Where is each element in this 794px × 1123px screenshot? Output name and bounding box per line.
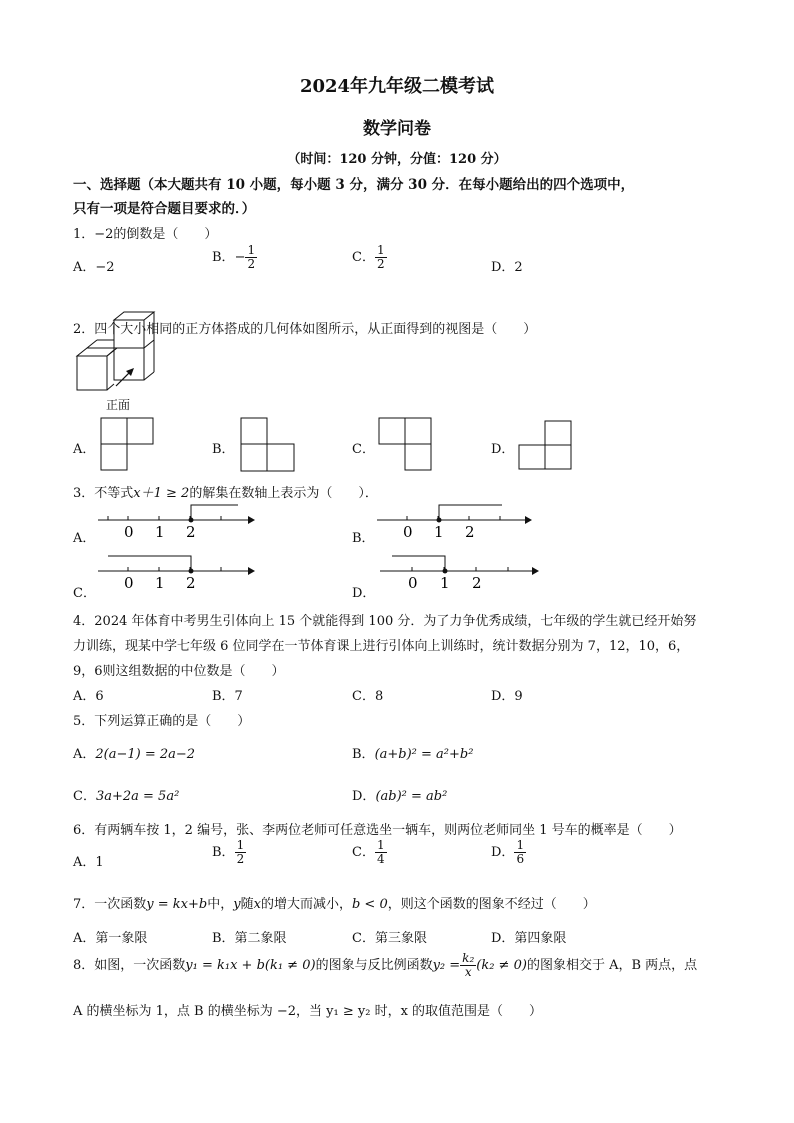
- q7-function: y = kx+b: [146, 897, 208, 912]
- section-heading-line2: 只有一项是符合题目要求的．）: [73, 201, 256, 217]
- q1-option-c-fraction: [375, 244, 387, 271]
- time-score-note: （时间：120 分钟，分值：120 分）: [287, 152, 507, 167]
- q3-stem-post: 的解集在数轴上表示为（ ）．: [189, 486, 378, 501]
- q1-option-c-label: C．: [352, 250, 375, 265]
- q1-option-b-fraction: [245, 244, 257, 271]
- q2-option-b-label: B．: [212, 442, 235, 457]
- q8-stem-mid: 的图象与反比例函数: [315, 958, 433, 973]
- q5-option-b-expr: (a+b)² = a²+b²: [374, 747, 474, 762]
- q5-option-b-label: B．: [352, 747, 375, 762]
- q5-option-d-label: D．: [352, 789, 376, 804]
- q5-option-a-expr: 2(a−1) = 2a−2: [95, 747, 196, 762]
- q5-option-c-expr: 3a+2a = 5a²: [95, 789, 180, 804]
- fraction-denominator: 4: [376, 852, 385, 866]
- q4-stem-line3: 9，6则这组数据的中位数是（ ）: [73, 664, 285, 679]
- q4-stem-line2: 力训练，现某中学七年级 6 位同学在一节体育课上进行引体向上训练时，统计数据分别为 7，12，10，6，: [73, 639, 690, 654]
- q1-option-d: D．2: [491, 260, 523, 275]
- q7-stem-mid: 中，: [207, 897, 234, 912]
- fraction-denominator: 2: [247, 257, 256, 271]
- q6-option-d-fraction: [514, 839, 526, 866]
- q2-option-c-label: C．: [352, 442, 375, 457]
- q3-stem-pre: 3．不等式: [73, 486, 134, 501]
- tick-label-2: 2: [186, 574, 196, 592]
- fraction-numerator: 1: [376, 838, 385, 852]
- q6-option-b-label: B．: [212, 845, 235, 860]
- tick-label-2: 2: [465, 523, 475, 541]
- q7-stem-mid2: 随: [240, 897, 254, 912]
- fraction-numerator: 1: [516, 838, 525, 852]
- q5-option-b: [352, 743, 473, 762]
- q2-option-d-figure: [518, 420, 574, 470]
- q2-option-c-figure: [378, 417, 434, 471]
- q6-stem: 6．有两辆车按 1，2 编号，张、李两位老师可任意选坐一辆车，则两位老师同坐 1 号车的概率是（ ）: [73, 823, 682, 838]
- q4-option-c: C．8: [352, 689, 384, 704]
- fraction-denominator: x: [464, 965, 472, 979]
- q3-option-a-label: A．: [73, 531, 96, 546]
- q5-option-a: [73, 743, 195, 762]
- exam-title: 2024年九年级二模考试: [299, 76, 495, 97]
- tick-label-2: 2: [186, 523, 196, 541]
- fraction-denominator: 2: [376, 257, 385, 271]
- q8-linear-function: y₁ = k₁x + b(k₁ ≠ 0): [185, 958, 316, 973]
- q8-inverse-lhs: y₂ =: [432, 958, 461, 973]
- q4-option-d: D．9: [491, 689, 523, 704]
- q4-stem-line1: 4．2024 年体育中考男生引体向上 15 个就能得到 100 分．为了力争优秀成绩，七年级的学生就已经开始努: [73, 614, 697, 629]
- q5-option-d: [352, 785, 447, 804]
- q7-option-b: B．第二象限: [212, 931, 287, 946]
- fraction-numerator: k₂: [462, 951, 475, 965]
- q8-stem-post: 的图象相交于 A，B 两点，点: [526, 958, 698, 973]
- tick-label-1: 1: [440, 574, 450, 592]
- q6-option-c: [352, 839, 387, 866]
- fraction-denominator: 6: [516, 852, 525, 866]
- tick-label-1: 1: [155, 574, 165, 592]
- q6-option-b-fraction: [235, 839, 247, 866]
- q6-option-c-label: C．: [352, 845, 375, 860]
- q1-option-b: [212, 244, 257, 271]
- q6-option-c-fraction: [375, 839, 387, 866]
- section-heading-line1: 一、选择题（本大题共有 10 小题，每小题 3 分，满分 30 分．在每小题给出的四个选项中，: [73, 177, 635, 193]
- q2-option-d-label: D．: [491, 442, 515, 457]
- q7-var-y: y: [233, 897, 241, 912]
- q3-option-d-numberline: [380, 553, 545, 595]
- q6-option-b: [212, 839, 246, 866]
- fraction-numerator: 1: [376, 243, 385, 257]
- q1-option-a: A．−2: [73, 260, 115, 275]
- q8-inverse-fraction: [460, 952, 476, 979]
- q3-option-c-numberline: [98, 553, 258, 595]
- front-view-label: 正面: [106, 398, 131, 412]
- tick-label-0: 0: [408, 574, 418, 592]
- q7-option-a: A．第一象限: [73, 931, 148, 946]
- q8-inverse-condition: (k₂ ≠ 0): [476, 958, 527, 973]
- q1-option-c: [352, 244, 387, 271]
- q3-option-a-numberline: [98, 500, 258, 542]
- q4-option-a: A．6: [73, 689, 104, 704]
- tick-label-1: 1: [155, 523, 165, 541]
- tick-label-2: 2: [472, 574, 482, 592]
- paper-subtitle: 数学问卷: [363, 119, 431, 139]
- q1-option-b-label: B．: [212, 250, 235, 265]
- q8-stem-line1: [73, 952, 697, 980]
- q3-inequality: x＋1 ≥ 2: [133, 486, 190, 501]
- q3-option-b-label: B．: [352, 531, 375, 546]
- q6-option-d: [491, 839, 526, 866]
- q3-option-c-label: C．: [73, 586, 96, 601]
- q2-option-a-label: A．: [73, 442, 96, 457]
- q2-option-b-figure: [240, 417, 296, 473]
- q5-option-c-label: C．: [73, 789, 96, 804]
- tick-label-1: 1: [434, 523, 444, 541]
- cube-solid-figure: [72, 308, 162, 398]
- q5-option-c: [73, 785, 179, 804]
- q7-stem-post: ，则这个函数的图象不经过（ ）: [387, 897, 596, 912]
- q3-stem: [73, 482, 378, 501]
- q1-stem: 1．−2的倒数是（ ）: [73, 227, 218, 242]
- q8-stem-line2: A 的横坐标为 1，点 B 的横坐标为 −2，当 y₁ ≥ y₂ 时，x 的取值范围是（ ）: [73, 1004, 543, 1019]
- q7-var-x: x: [253, 897, 261, 912]
- fraction-numerator: 1: [236, 838, 245, 852]
- q7-stem-mid3: 的增大而减小，: [260, 897, 352, 912]
- tick-label-0: 0: [124, 523, 134, 541]
- q2-stem: 2．四个大小相同的正方体搭成的几何体如图所示，从正面得到的视图是（ ）: [73, 322, 537, 337]
- q4-option-b: B．7: [212, 689, 243, 704]
- q7-condition: b < 0: [351, 897, 388, 912]
- q6-option-a: A．1: [73, 855, 104, 870]
- tick-label-0: 0: [403, 523, 413, 541]
- q7-stem: [73, 893, 596, 912]
- q7-option-d: D．第四象限: [491, 931, 567, 946]
- q2-option-a-figure: [100, 417, 156, 471]
- fraction-denominator: 2: [236, 852, 245, 866]
- q8-stem-pre: 8．如图，一次函数: [73, 958, 186, 973]
- q6-option-d-label: D．: [491, 845, 515, 860]
- q7-stem-pre: 7．一次函数: [73, 897, 147, 912]
- q5-option-d-expr: (ab)² = ab²: [375, 789, 448, 804]
- q7-option-c: C．第三象限: [352, 931, 427, 946]
- q5-option-a-label: A．: [73, 747, 96, 762]
- q1-option-b-sign: −: [234, 250, 246, 265]
- q3-option-d-label: D．: [352, 586, 376, 601]
- q3-option-b-numberline: [377, 500, 537, 542]
- q5-stem: 5．下列运算正确的是（ ）: [73, 714, 251, 729]
- fraction-numerator: 1: [247, 243, 256, 257]
- tick-label-0: 0: [124, 574, 134, 592]
